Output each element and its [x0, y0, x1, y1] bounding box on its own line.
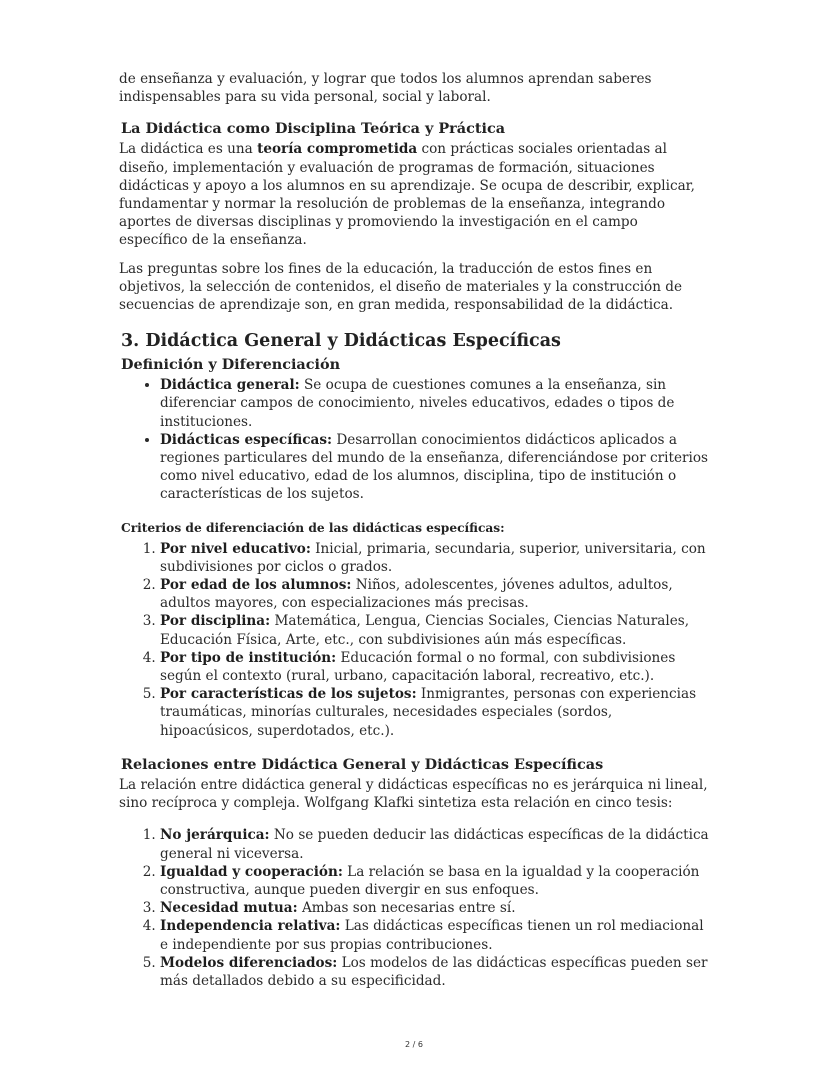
- list-item: 3. Necesidad mutua: Ambas son necesarias entre sí.: [160, 899, 709, 917]
- page-number: 2 / 6: [405, 1040, 423, 1049]
- disciplina-heading: La Didáctica como Disciplina Teórica y Práctica: [121, 120, 506, 138]
- disciplina-paragraph-2: Las preguntas sobre los fines de la educación, la traducción de estos fines en objetivos, la selección de contenidos, el diseño de materiales y la construcción de secuencias de aprendizaje son, en gran medida, responsabilidad de la didáctica.: [119, 260, 683, 314]
- criterios-list: [119, 540, 709, 740]
- disciplina-paragraph-1: La didáctica es una teoría comprometida con prácticas sociales orientadas al diseño, implementación y evaluación de programas de formación, situaciones didácticas y apoyo a los alumnos en su aprendizaje. Se ocupa de describir, explicar, fundamentar y normar la resolución de problemas de la enseñanza, integrando aportes de diversas disciplinas y promoviendo la investigación en el campo específico de la enseñanza.: [119, 141, 696, 249]
- list-item: • Didáctica general: Se ocupa de cuestiones comunes a la enseñanza, sin diferenciar campos de conocimiento, niveles educativos, edades o tipos de instituciones.: [160, 376, 709, 431]
- list-item: 3. Por disciplina: Matemática, Lengua, Ciencias Sociales, Ciencias Naturales, Educación Física, Arte, etc., con subdivisiones aún más específicas.: [160, 612, 709, 648]
- criterios-heading: Criterios de diferenciación de las didácticas específicas:: [121, 520, 505, 535]
- list-item: 1. No jerárquica: No se pueden deducir las didácticas específicas de la didáctica general ni viceversa.: [160, 826, 709, 862]
- definicion-list: [119, 376, 709, 503]
- klafki-tesis-list: [119, 826, 709, 990]
- emphasis-teoria: teoría comprometida: [257, 141, 418, 158]
- list-item: 2. Por edad de los alumnos: Niños, adolescentes, jóvenes adultos, adultos, adultos mayores, con especializaciones más precisas.: [160, 576, 709, 612]
- relaciones-intro: La relación entre didáctica general y didácticas específicas no es jerárquica ni lineal, sino recíproca y compleja. Wolfgang Klafki sintetiza esta relación en cinco tesis:: [119, 776, 708, 812]
- definicion-heading: Definición y Diferenciación: [121, 356, 341, 374]
- list-item: 4. Independencia relativa: Las didácticas específicas tienen un rol mediacional e independiente por sus propias contribuciones.: [160, 917, 709, 953]
- list-item: 5. Por características de los sujetos: Inmigrantes, personas con experiencias traumáticas, minorías culturales, necesidades especiales (sordos, hipoacúsicos, superdotados, etc.).: [160, 685, 709, 740]
- list-item: 2. Igualdad y cooperación: La relación se basa en la igualdad y la cooperación constructiva, aunque pueden divergir en sus enfoques.: [160, 863, 709, 899]
- intro-paragraph: de enseñanza y evaluación, y lograr que todos los alumnos aprendan saberes indispensables para su vida personal, social y laboral.: [119, 71, 652, 106]
- page-content: [119, 70, 709, 990]
- section-3-heading: 3. Didáctica General y Didácticas Específicas: [121, 331, 561, 352]
- list-item: 5. Modelos diferenciados: Los modelos de las didácticas específicas pueden ser más detallados debido a su especificidad.: [160, 954, 709, 990]
- list-item: • Didácticas específicas: Desarrollan conocimientos didácticos aplicados a regiones particulares del mundo de la enseñanza, diferenciándose por criterios como nivel educativo, edad de los alumnos, disciplina, tipo de institución o características de los sujetos.: [160, 431, 709, 504]
- relaciones-heading: Relaciones entre Didáctica General y Didácticas Específicas: [121, 755, 604, 773]
- list-item: 4. Por tipo de institución: Educación formal o no formal, con subdivisiones según el contexto (rural, urbano, capacitación laboral, recreativo, etc.).: [160, 649, 709, 685]
- list-item: 1. Por nivel educativo: Inicial, primaria, secundaria, superior, universitaria, con subdivisiones por ciclos o grados.: [160, 540, 709, 576]
